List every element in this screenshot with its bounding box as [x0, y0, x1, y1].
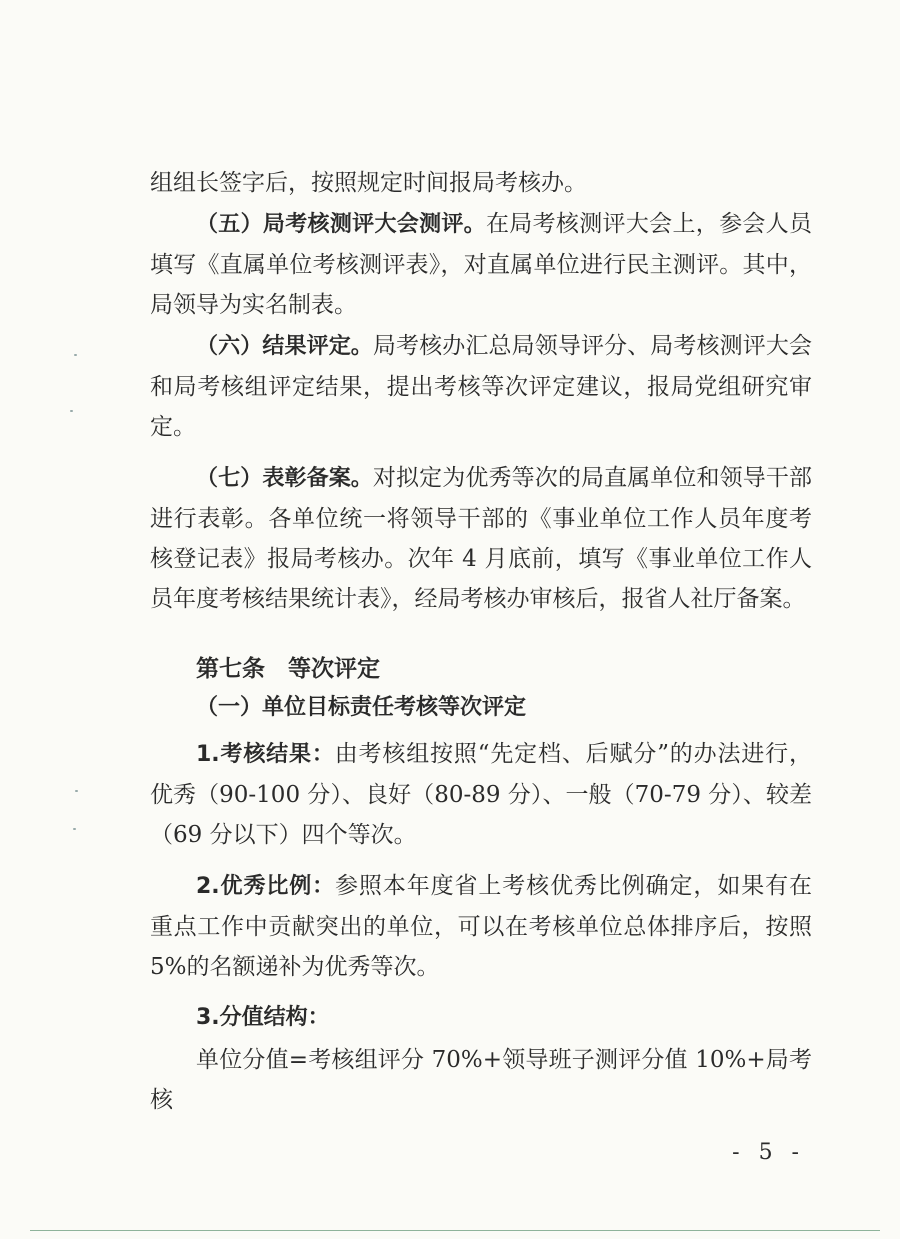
item-2	[150, 866, 812, 987]
paragraph-text: 局考核办汇总局领导评分、局考核测评大会和局考核组评定结果，提出考核等次评定建议，报局党组研究审定。	[150, 333, 812, 440]
page-number: - 5 -	[732, 1140, 805, 1165]
paragraph-text: 组组长签字后，按照规定时间报局考核办。	[150, 170, 587, 196]
section-heading-7: （七）表彰备案。	[196, 466, 373, 491]
subsection-heading: （一）单位目标责任考核等次评定	[196, 695, 527, 720]
paragraph-5	[150, 204, 812, 325]
item-3-body	[150, 1040, 812, 1120]
article-heading: 第七条 等次评定	[196, 656, 380, 682]
item-heading: 3.分值结构：	[196, 1005, 330, 1030]
paragraph-text: 对拟定为优秀等次的局直属单位和领导干部进行表彰。各单位统一将领导干部的《事业单位工作人员年度考核登记表》报局考核办。次年 4 月底前，填写《事业单位工作人员年度考核结果统计表》，经局考核办审核后，报省人社厅备案。	[150, 465, 812, 612]
paragraph-6	[150, 326, 812, 447]
paragraph-text: 参照本年度省上考核优秀比例确定，如果有在重点工作中贡献突出的单位，可以在考核单位总体排序后，按照 5%的名额递补为优秀等次。	[150, 873, 813, 980]
scan-speck	[74, 354, 77, 356]
item-heading: 1.考核结果：	[196, 742, 335, 767]
scan-speck	[70, 410, 73, 412]
paragraph-7	[150, 458, 812, 619]
paragraph-text: 单位分值=考核组评分 70%+领导班子测评分值 10%+局考核	[150, 1047, 812, 1113]
section-heading-6: （六）结果评定。	[196, 334, 373, 359]
item-1	[150, 734, 812, 855]
paragraph-text: 在局考核测评大会上，参会人员填写《直属单位考核测评表》，对直属单位进行民主测评。其中，局领导为实名制表。	[150, 211, 812, 318]
scan-edge-line	[30, 1230, 880, 1231]
paragraph-continuation	[150, 163, 812, 203]
section-heading-5: （五）局考核测评大会测评。	[196, 212, 486, 237]
item-3-heading	[150, 997, 812, 1038]
scan-speck	[73, 828, 76, 830]
scan-speck	[75, 790, 78, 792]
paragraph-text: 由考核组按照“先定档、后赋分”的办法进行，优秀（90-100 分）、良好（80-89 分）、一般（70-79 分）、较差（69 分以下）四个等次。	[150, 741, 812, 848]
item-heading: 2.优秀比例：	[196, 874, 336, 899]
